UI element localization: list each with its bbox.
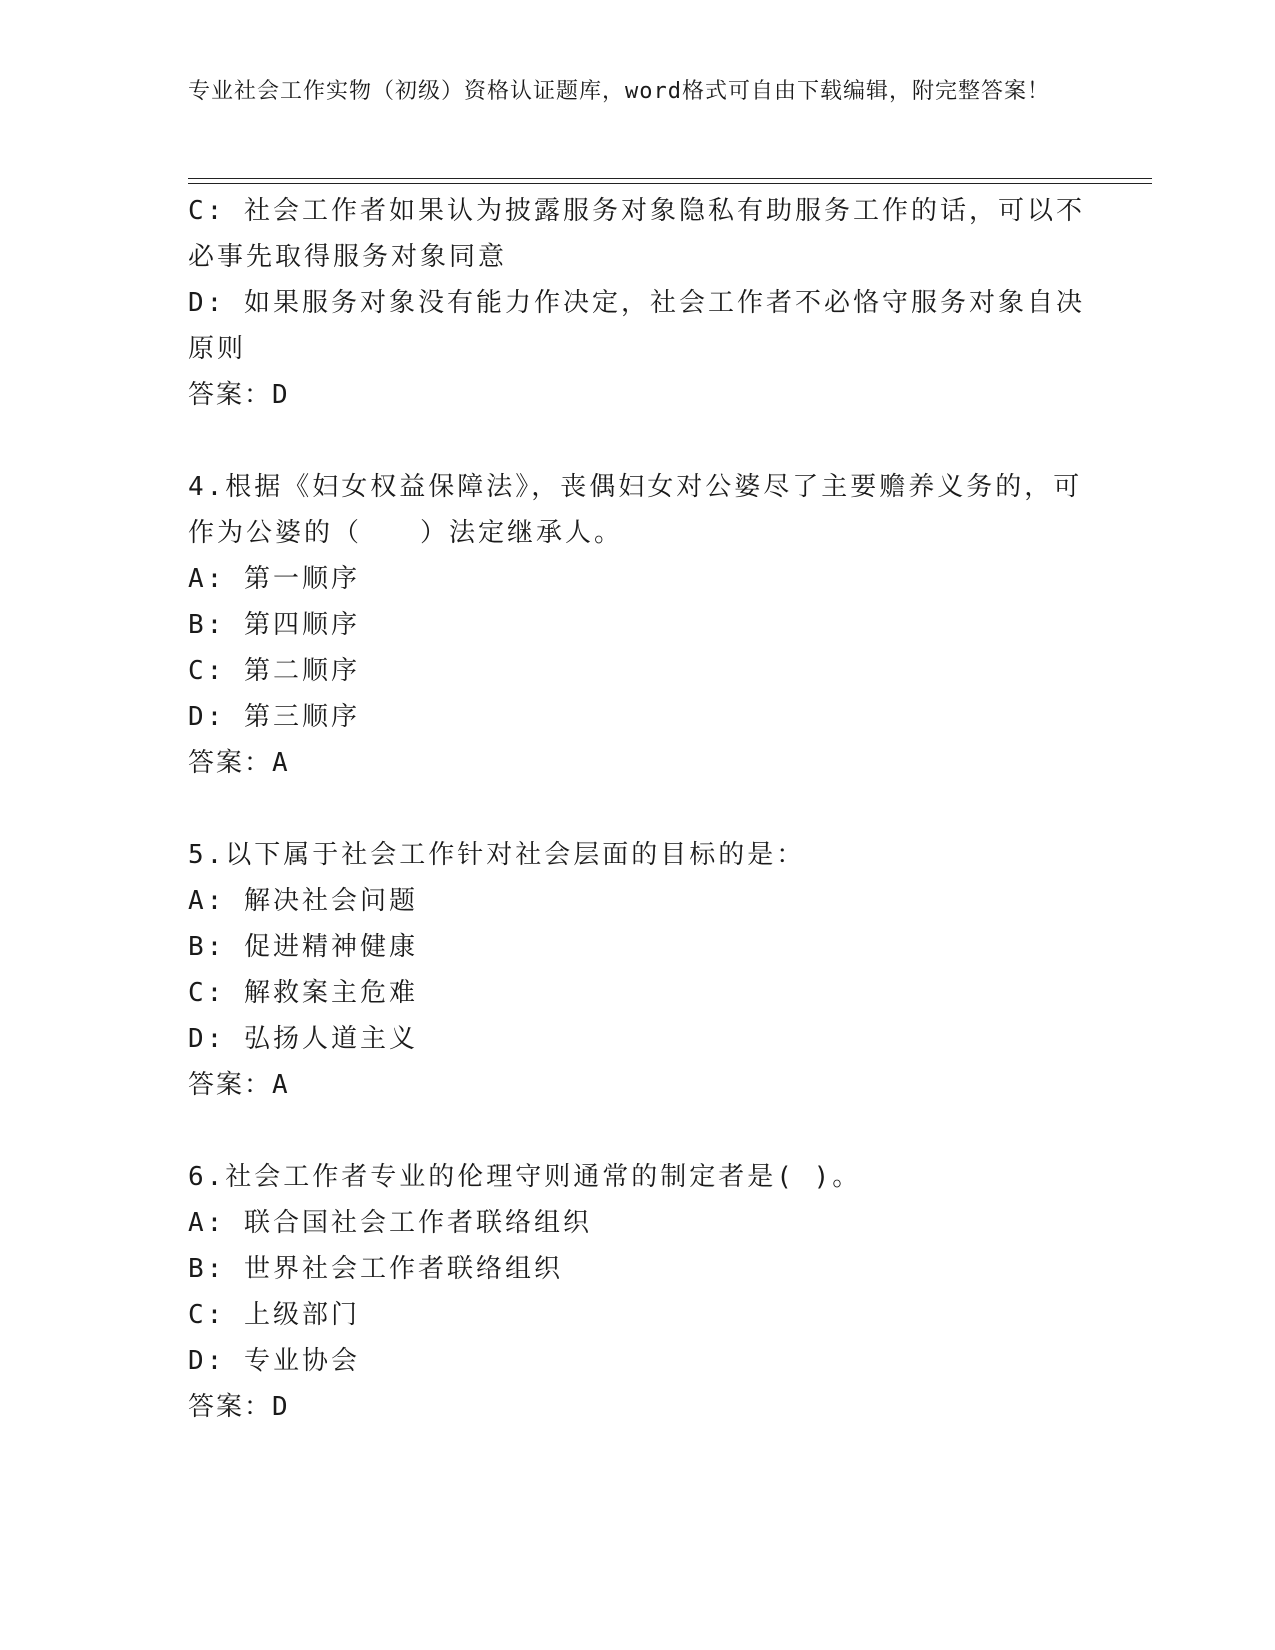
answer-value: A bbox=[272, 1070, 291, 1100]
option-a: A: 联合国社会工作者联络组织 bbox=[188, 1208, 592, 1238]
option-c: C: 解救案主危难 bbox=[188, 978, 418, 1008]
option-c: C: 第二顺序 bbox=[188, 656, 360, 686]
answer-line bbox=[188, 1062, 1088, 1108]
answer-label: 答案： bbox=[188, 748, 273, 778]
answer-line bbox=[188, 1384, 1088, 1430]
answer-value: D bbox=[272, 380, 291, 410]
answer-line bbox=[188, 372, 1088, 418]
option-a: A: 解决社会问题 bbox=[188, 886, 418, 916]
question-6 bbox=[188, 1154, 1088, 1430]
option-b: B: 世界社会工作者联络组织 bbox=[188, 1254, 563, 1284]
option-a: A: 第一顺序 bbox=[188, 564, 360, 594]
answer-value: A bbox=[272, 748, 291, 778]
question-3-continued bbox=[188, 188, 1088, 418]
question-stem: 4.根据《妇女权益保障法》，丧偶妇女对公婆尽了主要赡养义务的，可作为公婆的（ ）法定继承人。 bbox=[188, 472, 1083, 548]
question-5 bbox=[188, 832, 1088, 1108]
answer-label: 答案： bbox=[188, 380, 273, 410]
option-d: D: 如果服务对象没有能力作决定，社会工作者不必恪守服务对象自决原则 bbox=[188, 288, 1085, 364]
option-c: C: 社会工作者如果认为披露服务对象隐私有助服务工作的话，可以不必事先取得服务对象同意 bbox=[188, 196, 1085, 272]
option-d: D: 专业协会 bbox=[188, 1346, 360, 1376]
page-header: 专业社会工作实物（初级）资格认证题库，word格式可自由下载编辑，附完整答案！ bbox=[188, 79, 1050, 104]
question-4 bbox=[188, 464, 1088, 786]
question-stem: 5.以下属于社会工作针对社会层面的目标的是： bbox=[188, 840, 806, 870]
answer-label: 答案： bbox=[188, 1392, 273, 1422]
header-divider-top bbox=[188, 178, 1152, 179]
option-c: C: 上级部门 bbox=[188, 1300, 360, 1330]
option-d: D: 第三顺序 bbox=[188, 702, 360, 732]
question-stem: 6.社会工作者专业的伦理守则通常的制定者是( )。 bbox=[188, 1162, 862, 1192]
option-b: B: 第四顺序 bbox=[188, 610, 360, 640]
answer-label: 答案： bbox=[188, 1070, 273, 1100]
header-divider-bottom bbox=[188, 183, 1152, 184]
option-d: D: 弘扬人道主义 bbox=[188, 1024, 418, 1054]
option-b: B: 促进精神健康 bbox=[188, 932, 418, 962]
question-list bbox=[188, 188, 1088, 1476]
answer-line bbox=[188, 740, 1088, 786]
answer-value: D bbox=[272, 1392, 291, 1422]
